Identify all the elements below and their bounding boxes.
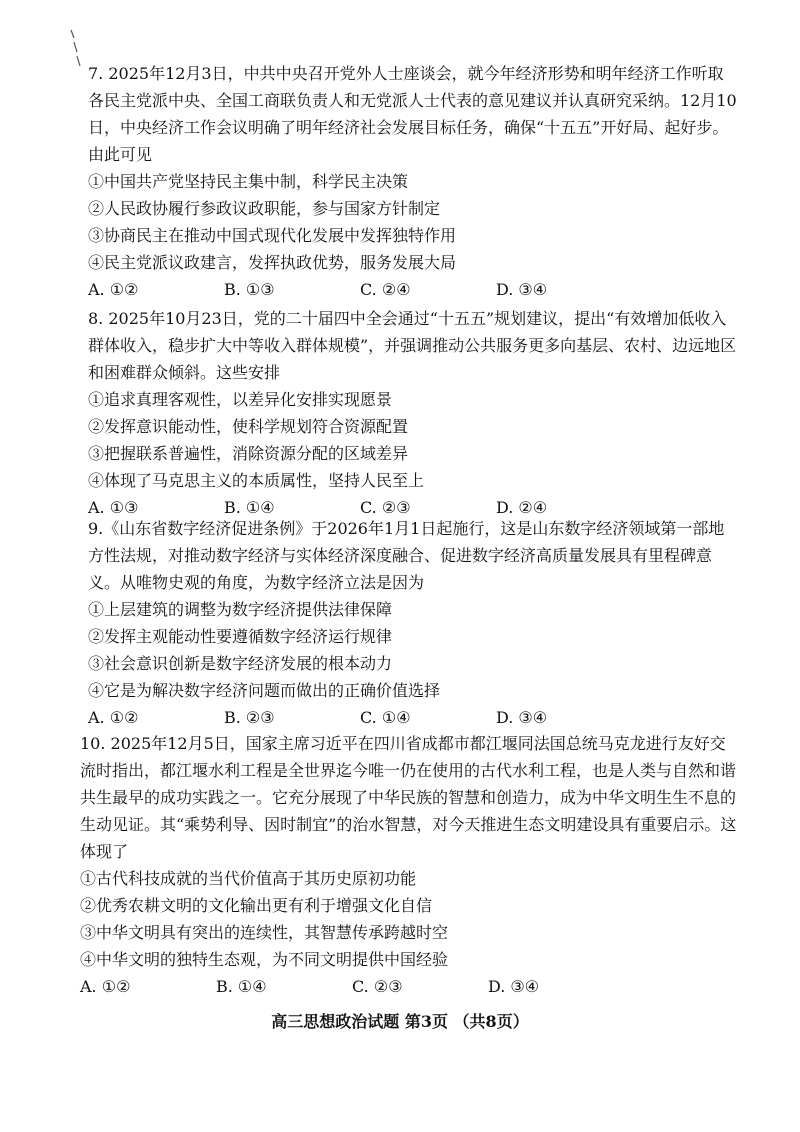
question-7-option-4: ④民主党派议政建言，发挥执政优势，服务发展大局: [88, 253, 457, 272]
question-10-option-3: ③中华文明具有突出的连续性，其智慧传承跨越时空: [80, 923, 449, 942]
question-9-stem: 9.《山东省数字经济促进条例》于2026年1月1日起施行，这是山东数字经济领域第一部地方性法规，对推动数字经济与实体经济深度融合、促进数字经济高质量发展具有里程碑意义。从唯物史观的角度，为数字经济立法是因为: [88, 519, 725, 592]
question-7-answer-a: A. ①②: [88, 280, 139, 299]
question-9-answer-c: C. ①④: [360, 708, 411, 727]
question-9-answer-a: A. ①②: [88, 708, 139, 727]
question-8-option-1: ①追求真理客观性，以差异化安排实现愿景: [88, 390, 393, 409]
question-7-option-2: ②人民政协履行参政议政职能，参与国家方针制定: [88, 199, 441, 218]
question-9-option-3: ③社会意识创新是数字经济发展的根本动力: [88, 654, 393, 673]
scan-mark: [68, 28, 84, 68]
question-8-answer-d: D. ②④: [496, 498, 548, 517]
question-10-option-1: ①古代科技成就的当代价值高于其历史原初功能: [80, 869, 417, 888]
question-8: [88, 305, 738, 521]
question-7-answer-d: D. ③④: [496, 280, 548, 299]
question-8-answer-a: A. ①③: [88, 498, 139, 517]
question-10-answer-b: B. ①④: [216, 977, 267, 996]
question-8-option-2: ②发挥意识能动性，使科学规划符合资源配置: [88, 417, 409, 436]
page-footer: 高三思想政治试题 第3页 （共8页）: [271, 1012, 529, 1031]
question-9-answers: [88, 704, 738, 731]
question-10-option-4: ④中华文明的独特生态观，为不同文明提供中国经验: [80, 950, 449, 969]
question-10-answers: [80, 973, 740, 1000]
question-8-answer-b: B. ①④: [224, 498, 275, 517]
question-10-answer-c: C. ②③: [352, 977, 403, 996]
question-7-option-3: ③协商民主在推动中国式现代化发展中发挥独特作用: [88, 226, 457, 245]
question-7-stem: 7. 2025年12月3日，中共中央召开党外人士座谈会，就今年经济形势和明年经济工作听取各民主党派中央、全国工商联负责人和无党派人士代表的意见建议并认真研究采纳。12月10日，中央经济工作会议明确了明年经济社会发展目标任务，确保“十五五”开好局、起好步。由此可见: [88, 64, 737, 164]
question-10-answer-d: D. ③④: [488, 977, 540, 996]
question-7-option-1: ①中国共产党坚持民主集中制，科学民主决策: [88, 172, 409, 191]
question-9: [88, 515, 738, 731]
question-10-option-2: ②优秀农耕文明的文化输出更有利于增强文化自信: [80, 896, 433, 915]
question-8-stem: 8. 2025年10月23日，党的二十届四中全会通过“十五五”规划建议，提出“有效增加低收入群体收入，稳步扩大中等收入群体规模”，并强调推动公共服务更多向基层、农村、边远地区和困难群众倾斜。这些安排: [88, 309, 737, 382]
question-10-answer-a: A. ①②: [80, 977, 131, 996]
question-9-option-1: ①上层建筑的调整为数字经济提供法律保障: [88, 600, 393, 619]
question-9-option-2: ②发挥主观能动性要遵循数字经济运行规律: [88, 627, 393, 646]
question-10-stem: 10. 2025年12月5日，国家主席习近平在四川省成都市都江堰同法国总统马克龙进行友好交流时指出，都江堰水利工程是全世界迄今唯一仍在使用的古代水利工程，也是人类与自然和谐共生最早的成功实践之一。它充分展现了中华民族的智慧和创造力，成为中华文明生生不息的生动见证。其“乘势利导、因时制宜”的治水智慧，对今天推进生态文明建设具有重要启示。这体现了: [80, 734, 737, 861]
question-7-answer-c: C. ②④: [360, 280, 411, 299]
question-9-answer-d: D. ③④: [496, 708, 548, 727]
question-8-answer-c: C. ②③: [360, 498, 411, 517]
question-9-answer-b: B. ②③: [224, 708, 275, 727]
question-9-option-4: ④它是为解决数字经济问题而做出的正确价值选择: [88, 681, 441, 700]
question-7-answers: [88, 276, 738, 303]
question-10: [80, 730, 740, 1000]
question-8-option-3: ③把握联系普遍性，消除资源分配的区域差异: [88, 444, 409, 463]
question-7: [88, 60, 738, 303]
question-7-answer-b: B. ①③: [224, 280, 275, 299]
question-8-option-4: ④体现了马克思主义的本质属性，坚持人民至上: [88, 471, 425, 490]
